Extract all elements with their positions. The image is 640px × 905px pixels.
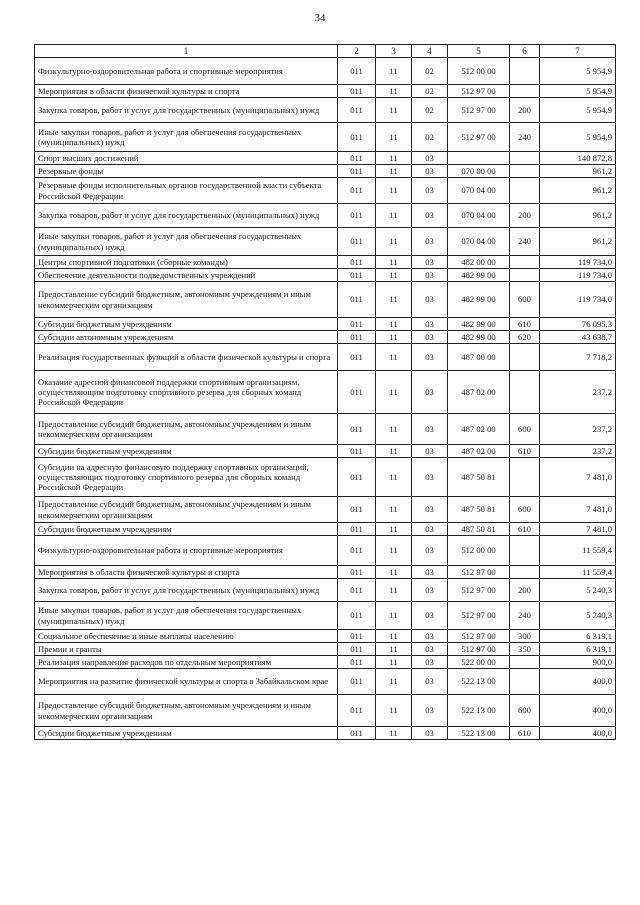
expense-name: Резервные фонды исполнительных органов государственной власти субъекта Российской Федерации xyxy=(35,178,338,204)
subsection-code: 03 xyxy=(412,445,448,458)
subsection-code: 03 xyxy=(412,344,448,371)
expense-type-code: 610 xyxy=(510,445,540,458)
section-code: 11 xyxy=(376,497,412,523)
expense-type-code xyxy=(510,566,540,579)
column-header: 1 xyxy=(35,45,338,58)
ministry-code: 011 xyxy=(338,98,376,123)
amount: 5 954,9 xyxy=(540,85,616,98)
subsection-code: 02 xyxy=(412,123,448,152)
target-article-code: 512 97 00 xyxy=(448,123,510,152)
subsection-code: 03 xyxy=(412,458,448,497)
subsection-code: 03 xyxy=(412,269,448,282)
target-article-code: 512 00 00 xyxy=(448,536,510,566)
expense-name: Социальное обеспечение и иные выплаты населению xyxy=(35,630,338,643)
section-code: 11 xyxy=(376,344,412,371)
subsection-code: 03 xyxy=(412,602,448,630)
target-article-code: 522 00 00 xyxy=(448,656,510,669)
amount: 961,2 xyxy=(540,228,616,256)
table-row xyxy=(35,371,616,414)
amount: 11 559,4 xyxy=(540,566,616,579)
expense-name: Физкультурно-оздоровительная работа и спортивные мероприятия xyxy=(35,536,338,566)
expense-type-code: 600 xyxy=(510,282,540,318)
expense-name: Иные закупки товаров, работ и услуг для обеспечения государственных (муниципальных) нужд xyxy=(35,602,338,630)
table-row xyxy=(35,228,616,256)
subsection-code: 02 xyxy=(412,58,448,85)
expense-name: Обеспечение деятельности подведомственных учреждений xyxy=(35,269,338,282)
expense-type-code xyxy=(510,256,540,269)
expense-name: Субсидии автономным учреждениям xyxy=(35,331,338,344)
ministry-code: 011 xyxy=(338,165,376,178)
subsection-code: 03 xyxy=(412,414,448,445)
expense-name: Реализация направления расходов по отдельным мероприятиям xyxy=(35,656,338,669)
ministry-code: 011 xyxy=(338,656,376,669)
amount: 5 954,9 xyxy=(540,123,616,152)
table-row xyxy=(35,152,616,165)
section-code: 11 xyxy=(376,178,412,204)
amount: 6 319,1 xyxy=(540,630,616,643)
subsection-code: 03 xyxy=(412,256,448,269)
expense-type-code xyxy=(510,165,540,178)
expense-type-code: 610 xyxy=(510,318,540,331)
table-row xyxy=(35,630,616,643)
table-header-row xyxy=(35,45,616,58)
subsection-code: 03 xyxy=(412,523,448,536)
table-row xyxy=(35,269,616,282)
table-row xyxy=(35,344,616,371)
subsection-code: 02 xyxy=(412,85,448,98)
table-row xyxy=(35,727,616,740)
table-row xyxy=(35,445,616,458)
subsection-code: 03 xyxy=(412,669,448,695)
expense-type-code: 600 xyxy=(510,497,540,523)
ministry-code: 011 xyxy=(338,602,376,630)
subsection-code: 03 xyxy=(412,165,448,178)
section-code: 11 xyxy=(376,165,412,178)
section-code: 11 xyxy=(376,566,412,579)
table-row xyxy=(35,523,616,536)
amount: 76 095,3 xyxy=(540,318,616,331)
expense-name: Субсидии бюджетным учреждениям xyxy=(35,445,338,458)
expense-type-code xyxy=(510,85,540,98)
section-code: 11 xyxy=(376,523,412,536)
section-code: 11 xyxy=(376,269,412,282)
section-code: 11 xyxy=(376,579,412,602)
table-row xyxy=(35,282,616,318)
amount: 400,0 xyxy=(540,695,616,727)
amount: 237,2 xyxy=(540,414,616,445)
target-article-code: 512 97 00 xyxy=(448,98,510,123)
section-code: 11 xyxy=(376,152,412,165)
subsection-code: 03 xyxy=(412,566,448,579)
table-row xyxy=(35,331,616,344)
section-code: 11 xyxy=(376,58,412,85)
target-article-code: 487 50 81 xyxy=(448,458,510,497)
section-code: 11 xyxy=(376,228,412,256)
amount: 900,0 xyxy=(540,656,616,669)
table-row xyxy=(35,695,616,727)
ministry-code: 011 xyxy=(338,204,376,228)
expense-type-code: 200 xyxy=(510,579,540,602)
expense-name: Субсидии на адресную финансовую поддержку спортивных организаций, осуществляющих подготовку спортивного резерва для сборных команд Российской Федерации xyxy=(35,458,338,497)
ministry-code: 011 xyxy=(338,152,376,165)
section-code: 11 xyxy=(376,331,412,344)
table-row xyxy=(35,204,616,228)
amount: 7 718,2 xyxy=(540,344,616,371)
amount: 5 240,3 xyxy=(540,602,616,630)
amount: 119 734,0 xyxy=(540,269,616,282)
ministry-code: 011 xyxy=(338,269,376,282)
table-row xyxy=(35,656,616,669)
ministry-code: 011 xyxy=(338,536,376,566)
subsection-code: 03 xyxy=(412,536,448,566)
expense-type-code: 240 xyxy=(510,602,540,630)
expense-type-code: 240 xyxy=(510,123,540,152)
table-body xyxy=(35,58,616,740)
target-article-code: 512 97 00 xyxy=(448,630,510,643)
expense-type-code xyxy=(510,669,540,695)
amount: 6 319,1 xyxy=(540,643,616,656)
expense-type-code: 610 xyxy=(510,727,540,740)
amount: 961,2 xyxy=(540,165,616,178)
amount: 400,0 xyxy=(540,669,616,695)
ministry-code: 011 xyxy=(338,371,376,414)
section-code: 11 xyxy=(376,445,412,458)
target-article-code: 070 04 00 xyxy=(448,228,510,256)
expense-name: Предоставление субсидий бюджетным, автономным учреждениям и иным некоммерческим организациям xyxy=(35,282,338,318)
table-row xyxy=(35,579,616,602)
expense-name: Предоставление субсидий бюджетным, автономным учреждениям и иным некоммерческим организациям xyxy=(35,497,338,523)
expense-type-code: 620 xyxy=(510,331,540,344)
expense-type-code xyxy=(510,344,540,371)
subsection-code: 02 xyxy=(412,98,448,123)
expense-type-code xyxy=(510,371,540,414)
subsection-code: 03 xyxy=(412,228,448,256)
expense-type-code: 600 xyxy=(510,695,540,727)
expense-name: Субсидии бюджетным учреждениям xyxy=(35,318,338,331)
amount: 119 734,0 xyxy=(540,256,616,269)
ministry-code: 011 xyxy=(338,344,376,371)
subsection-code: 03 xyxy=(412,497,448,523)
subsection-code: 03 xyxy=(412,318,448,331)
expense-type-code xyxy=(510,656,540,669)
section-code: 11 xyxy=(376,98,412,123)
section-code: 11 xyxy=(376,371,412,414)
subsection-code: 03 xyxy=(412,331,448,344)
section-code: 11 xyxy=(376,282,412,318)
table-row xyxy=(35,643,616,656)
table-row xyxy=(35,566,616,579)
target-article-code: 512 97 00 xyxy=(448,85,510,98)
amount: 7 481,0 xyxy=(540,497,616,523)
table-row xyxy=(35,178,616,204)
expense-type-code: 200 xyxy=(510,98,540,123)
expense-type-code: 240 xyxy=(510,228,540,256)
column-header: 4 xyxy=(412,45,448,58)
expense-name: Закупка товаров, работ и услуг для государственных (муниципальных) нужд xyxy=(35,204,338,228)
subsection-code: 03 xyxy=(412,727,448,740)
target-article-code: 482 99 00 xyxy=(448,318,510,331)
target-article-code: 512 00 00 xyxy=(448,58,510,85)
table-row xyxy=(35,458,616,497)
target-article-code: 070 00 00 xyxy=(448,165,510,178)
expense-name: Предоставление субсидий бюджетным, автономным учреждениям и иным некоммерческим организациям xyxy=(35,414,338,445)
amount: 43 638,7 xyxy=(540,331,616,344)
table-row xyxy=(35,256,616,269)
page-number: 34 xyxy=(314,12,326,24)
section-code: 11 xyxy=(376,458,412,497)
expense-name: Спорт высших достижений xyxy=(35,152,338,165)
subsection-code: 03 xyxy=(412,371,448,414)
ministry-code: 011 xyxy=(338,727,376,740)
section-code: 11 xyxy=(376,727,412,740)
ministry-code: 011 xyxy=(338,458,376,497)
target-article-code: 487 50 81 xyxy=(448,523,510,536)
expense-name: Иные закупки товаров, работ и услуг для обеспечения государственных (муниципальных) нужд xyxy=(35,228,338,256)
amount: 7 481,0 xyxy=(540,523,616,536)
table-row xyxy=(35,58,616,85)
subsection-code: 03 xyxy=(412,152,448,165)
target-article-code: 070 04 00 xyxy=(448,178,510,204)
amount: 237,2 xyxy=(540,371,616,414)
ministry-code: 011 xyxy=(338,630,376,643)
subsection-code: 03 xyxy=(412,630,448,643)
subsection-code: 03 xyxy=(412,579,448,602)
target-article-code: 522 13 00 xyxy=(448,669,510,695)
ministry-code: 011 xyxy=(338,445,376,458)
amount: 5 954,9 xyxy=(540,58,616,85)
ministry-code: 011 xyxy=(338,669,376,695)
section-code: 11 xyxy=(376,669,412,695)
amount: 237,2 xyxy=(540,445,616,458)
table-row xyxy=(35,414,616,445)
amount: 119 734,0 xyxy=(540,282,616,318)
ministry-code: 011 xyxy=(338,643,376,656)
section-code: 11 xyxy=(376,695,412,727)
ministry-code: 011 xyxy=(338,523,376,536)
expense-type-code: 300 xyxy=(510,630,540,643)
expense-name: Оказание адресной финансовой поддержки спортивным организациям, осуществляющим подготовку спортивного резерва для сборных команд Российской Федерации xyxy=(35,371,338,414)
section-code: 11 xyxy=(376,656,412,669)
column-header: 5 xyxy=(448,45,510,58)
section-code: 11 xyxy=(376,204,412,228)
ministry-code: 011 xyxy=(338,695,376,727)
ministry-code: 011 xyxy=(338,85,376,98)
subsection-code: 03 xyxy=(412,282,448,318)
target-article-code: 487 50 81 xyxy=(448,497,510,523)
section-code: 11 xyxy=(376,536,412,566)
column-header: 3 xyxy=(376,45,412,58)
ministry-code: 011 xyxy=(338,497,376,523)
section-code: 11 xyxy=(376,85,412,98)
target-article-code: 512 97 00 xyxy=(448,643,510,656)
amount: 11 559,4 xyxy=(540,536,616,566)
ministry-code: 011 xyxy=(338,256,376,269)
subsection-code: 03 xyxy=(412,178,448,204)
expense-type-code: 610 xyxy=(510,523,540,536)
amount: 961,2 xyxy=(540,204,616,228)
target-article-code: 487 02 00 xyxy=(448,445,510,458)
expense-type-code xyxy=(510,152,540,165)
expense-name: Реализация государственных функций в области физической культуры и спорта xyxy=(35,344,338,371)
target-article-code: 482 99 00 xyxy=(448,282,510,318)
table-row xyxy=(35,98,616,123)
subsection-code: 03 xyxy=(412,656,448,669)
target-article-code: 487 02 00 xyxy=(448,371,510,414)
subsection-code: 03 xyxy=(412,695,448,727)
ministry-code: 011 xyxy=(338,178,376,204)
target-article-code: 070 04 00 xyxy=(448,204,510,228)
section-code: 11 xyxy=(376,630,412,643)
column-header: 2 xyxy=(338,45,376,58)
section-code: 11 xyxy=(376,602,412,630)
target-article-code: 482 99 00 xyxy=(448,269,510,282)
target-article-code xyxy=(448,152,510,165)
expense-type-code xyxy=(510,269,540,282)
section-code: 11 xyxy=(376,256,412,269)
expense-type-code xyxy=(510,536,540,566)
table-row xyxy=(35,85,616,98)
expense-name: Иные закупки товаров, работ и услуг для обеспечения государственных (муниципальных) нужд xyxy=(35,123,338,152)
expense-name: Субсидии бюджетным учреждениям xyxy=(35,727,338,740)
amount: 5 954,9 xyxy=(540,98,616,123)
expense-type-code xyxy=(510,58,540,85)
expense-name: Мероприятия на развитие физической культуры и спорта в Забайкальском крае xyxy=(35,669,338,695)
table-row xyxy=(35,497,616,523)
amount: 140 872,8 xyxy=(540,152,616,165)
target-article-code: 487 00 00 xyxy=(448,344,510,371)
ministry-code: 011 xyxy=(338,566,376,579)
section-code: 11 xyxy=(376,414,412,445)
target-article-code: 522 13 00 xyxy=(448,727,510,740)
ministry-code: 011 xyxy=(338,123,376,152)
expense-name: Мероприятия в области физической культуры и спорта xyxy=(35,566,338,579)
ministry-code: 011 xyxy=(338,282,376,318)
target-article-code: 522 13 00 xyxy=(448,695,510,727)
target-article-code: 512 97 00 xyxy=(448,602,510,630)
table-row xyxy=(35,318,616,331)
expense-name: Премии и гранты xyxy=(35,643,338,656)
ministry-code: 011 xyxy=(338,318,376,331)
section-code: 11 xyxy=(376,643,412,656)
budget-table xyxy=(34,44,616,740)
expense-name: Субсидии бюджетным учреждениям xyxy=(35,523,338,536)
amount: 7 481,0 xyxy=(540,458,616,497)
expense-type-code xyxy=(510,178,540,204)
table-row xyxy=(35,669,616,695)
table-row xyxy=(35,165,616,178)
expense-name: Мероприятия в области физической культуры и спорта xyxy=(35,85,338,98)
expense-type-code: 350 xyxy=(510,643,540,656)
expense-name: Предоставление субсидий бюджетным, автономным учреждениям и иным некоммерческим организациям xyxy=(35,695,338,727)
expense-name: Закупка товаров, работ и услуг для государственных (муниципальных) нужд xyxy=(35,579,338,602)
ministry-code: 011 xyxy=(338,414,376,445)
subsection-code: 03 xyxy=(412,643,448,656)
ministry-code: 011 xyxy=(338,228,376,256)
expense-type-code: 600 xyxy=(510,414,540,445)
table-row xyxy=(35,536,616,566)
target-article-code: 482 00 00 xyxy=(448,256,510,269)
expense-name: Закупка товаров, работ и услуг для государственных (муниципальных) нужд xyxy=(35,98,338,123)
target-article-code: 512 97 00 xyxy=(448,566,510,579)
section-code: 11 xyxy=(376,318,412,331)
expense-name: Физкультурно-оздоровительная работа и спортивные мероприятия xyxy=(35,58,338,85)
ministry-code: 011 xyxy=(338,331,376,344)
amount: 961,2 xyxy=(540,178,616,204)
column-header: 7 xyxy=(540,45,616,58)
column-header: 6 xyxy=(510,45,540,58)
expense-name: Резервные фонды xyxy=(35,165,338,178)
expense-type-code xyxy=(510,458,540,497)
target-article-code: 487 02 00 xyxy=(448,414,510,445)
amount: 400,0 xyxy=(540,727,616,740)
expense-type-code: 200 xyxy=(510,204,540,228)
target-article-code: 512 97 00 xyxy=(448,579,510,602)
section-code: 11 xyxy=(376,123,412,152)
amount: 5 240,3 xyxy=(540,579,616,602)
target-article-code: 482 99 00 xyxy=(448,331,510,344)
ministry-code: 011 xyxy=(338,579,376,602)
table-row xyxy=(35,602,616,630)
expense-name: Центры спортивной подготовки (сборные команды) xyxy=(35,256,338,269)
ministry-code: 011 xyxy=(338,58,376,85)
subsection-code: 03 xyxy=(412,204,448,228)
table-row xyxy=(35,123,616,152)
